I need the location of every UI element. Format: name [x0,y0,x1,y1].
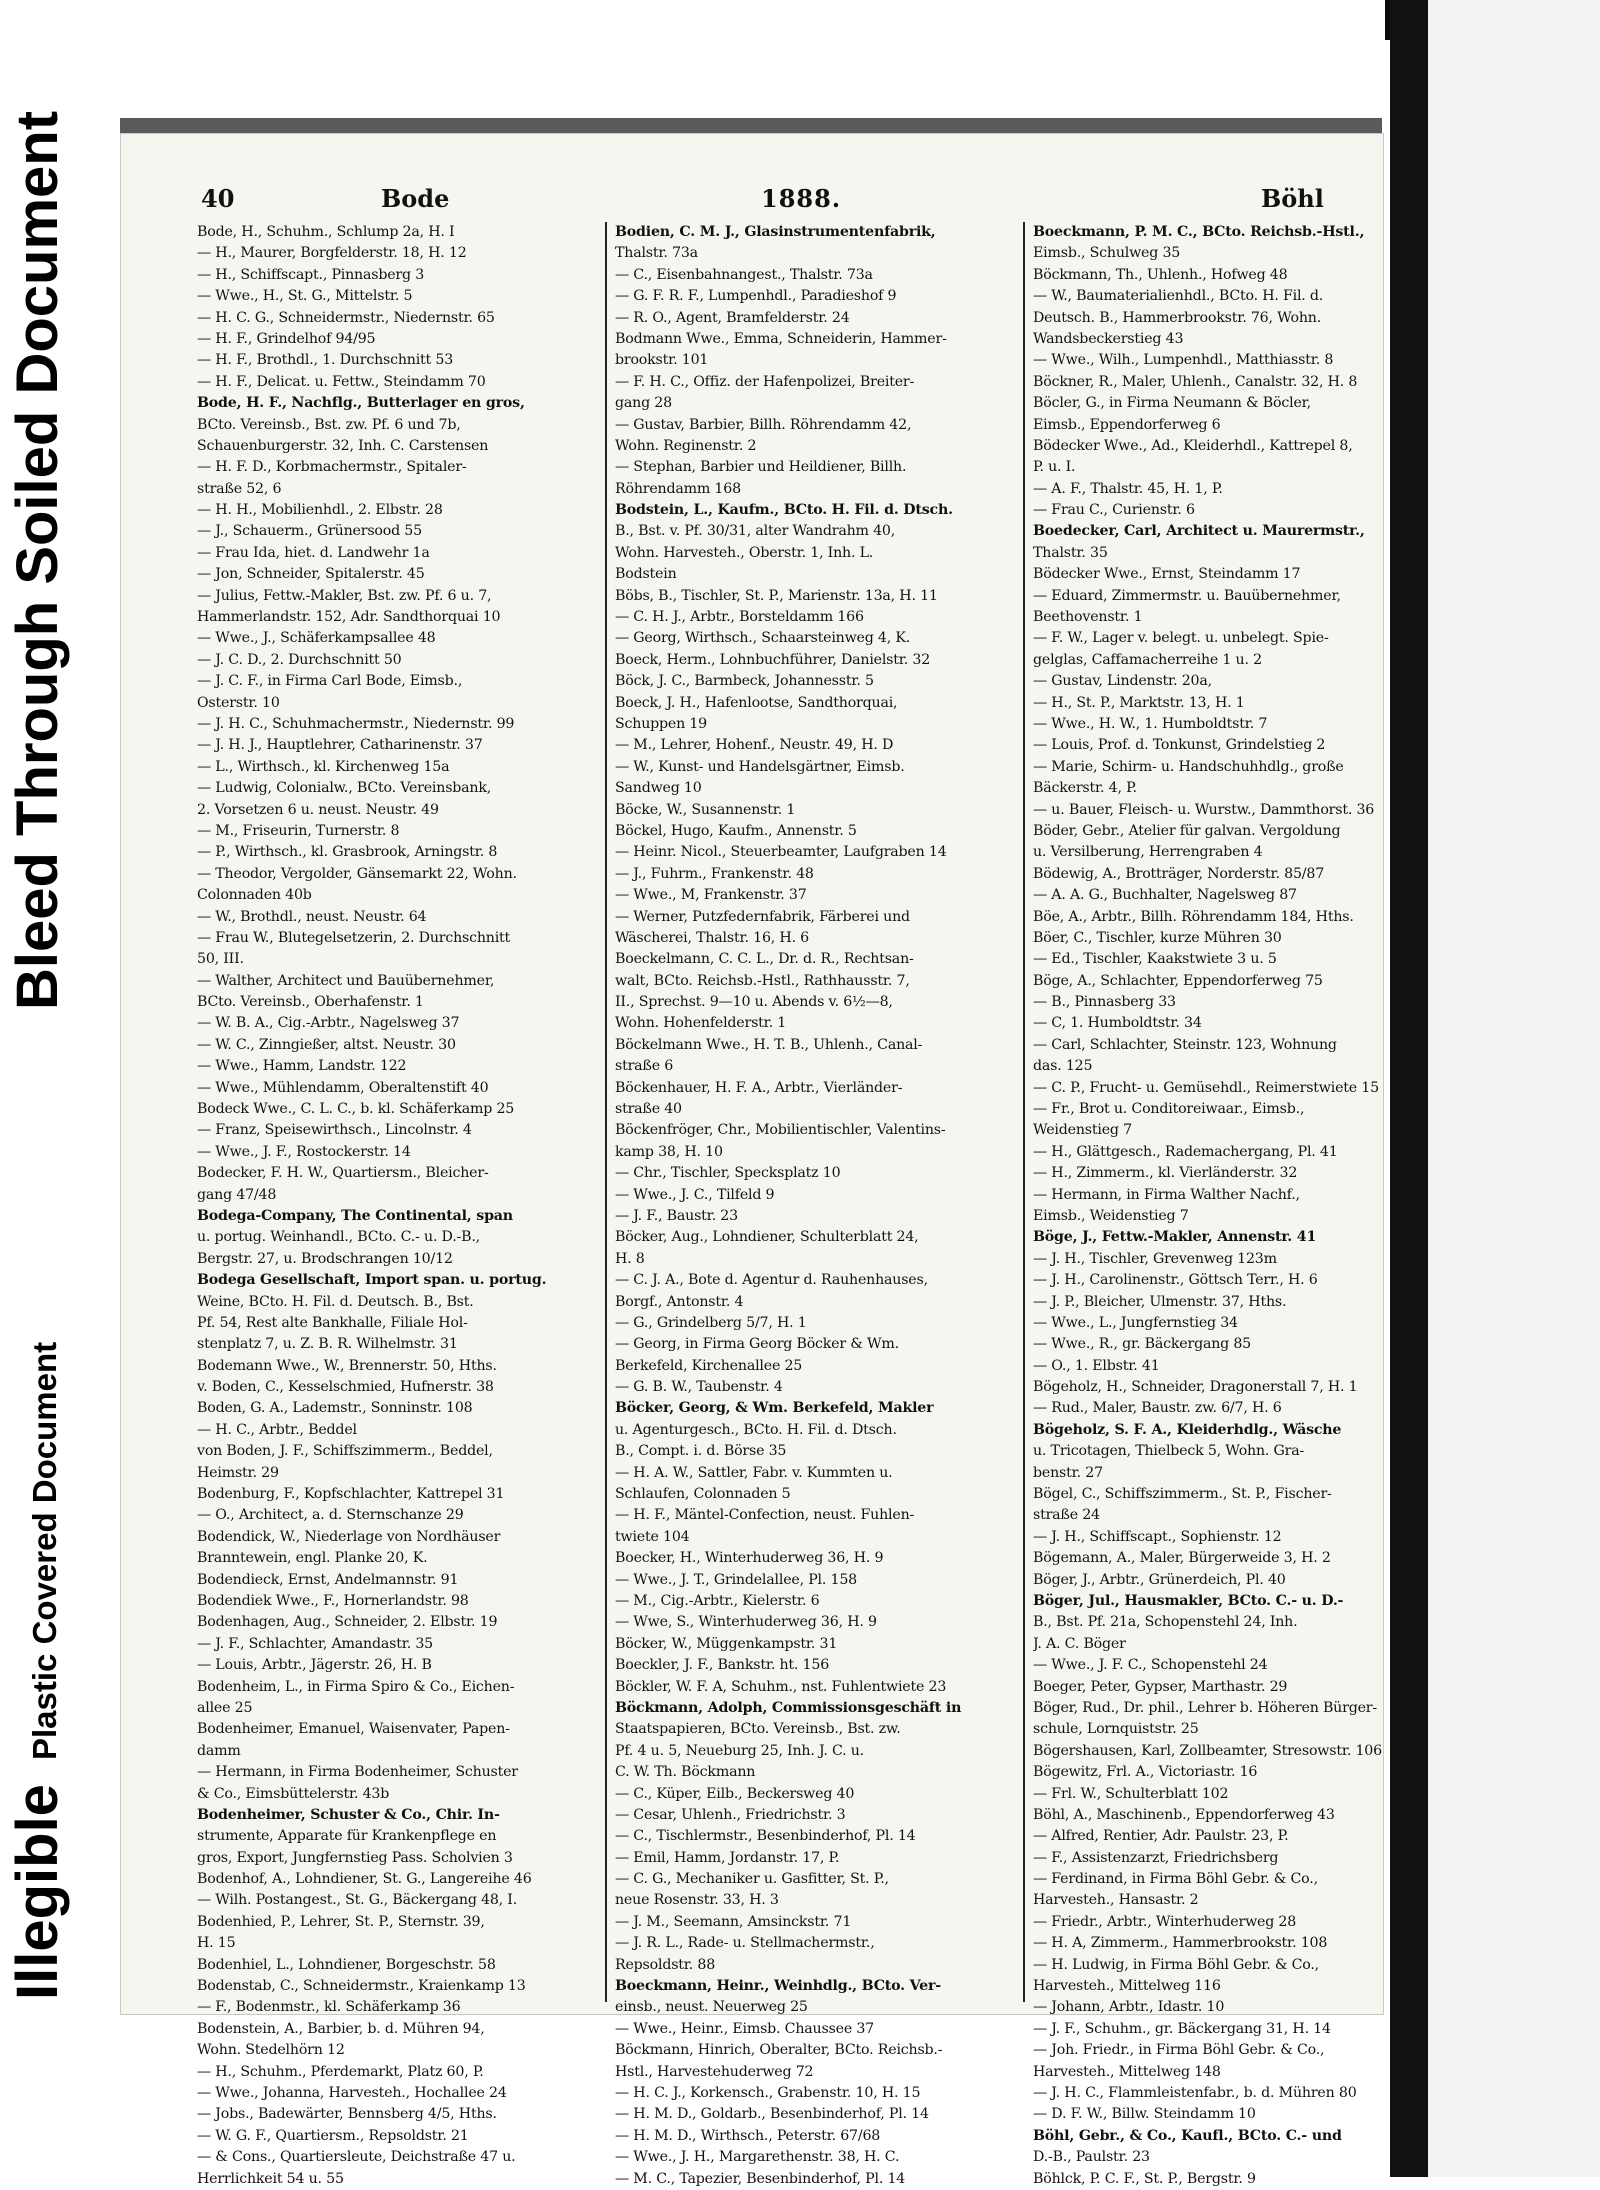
directory-entry: — J. H., Carolinenstr., Göttsch Terr., H. 6 [1033,1272,1318,1289]
directory-entry: — Ferdinand, in Firma Böhl Gebr. & Co., [1033,1871,1318,1888]
directory-entry: Böckel, Hugo, Kaufm., Annenstr. 5 [615,822,857,839]
directory-entry: — J. F., Baustr. 23 [615,1207,738,1224]
directory-entry: — C. G., Mechaniker u. Gasfitter, St. P., [615,1871,889,1888]
directory-entry: Pf. 54, Rest alte Bankhalle, Filiale Hol- [197,1314,468,1331]
directory-entry: Bode, H., Schuhm., Schlump 2a, H. I [197,224,455,240]
directory-entry: Branntewein, engl. Planke 20, K. [197,1550,428,1567]
directory-entry: Bodega Gesellschaft, Import span. u. portug. [197,1272,547,1289]
directory-entry: Thalstr. 73a [615,245,698,262]
directory-entry: gros, Export, Jungfernstieg Pass. Scholvien 3 [197,1849,513,1866]
directory-entry: — Wwe., J., Schäferkampsallee 48 [197,630,436,647]
directory-entry: Böer, C., Tischler, kurze Mühren 30 [1033,929,1282,946]
directory-entry: — Wwe., Johanna, Harvesteh., Hochallee 24 [197,2084,507,2101]
directory-entry: — J. C. F., in Firma Carl Bode, Eimsb., [197,673,463,690]
directory-entry: — W., Brothdl., neust. Neustr. 64 [197,908,427,925]
directory-entry: — H., St. P., Marktstr. 13, H. 1 [1033,694,1245,711]
page-top-shadow [120,118,1382,134]
directory-entry: — A. F., Thalstr. 45, H. 1, P. [1033,480,1223,497]
directory-entry: v. Boden, C., Kesselschmied, Hufnerstr. 38 [197,1379,494,1396]
directory-entry: neue Rosenstr. 33, H. 3 [615,1892,779,1909]
directory-entry: — M., Friseurin, Turnerstr. 8 [197,822,400,839]
directory-entry: Staatspapieren, BCto. Vereinsb., Bst. zw. [615,1721,901,1738]
directory-entry: Hstl., Harvestehuderweg 72 [615,2063,814,2080]
directory-entry: — C., Küper, Eilb., Beckersweg 40 [615,1785,855,1802]
directory-entry: Bodmann Wwe., Emma, Schneiderin, Hammer- [615,330,947,347]
directory-entry: Beethovenstr. 1 [1033,609,1143,626]
directory-entry: Bodenhied, P., Lehrer, St. P., Sternstr. 39, [197,1913,485,1930]
directory-entry: Böcke, W., Susannenstr. 1 [615,801,796,818]
directory-entry: Bodenheimer, Schuster & Co., Chir. In- [197,1806,500,1823]
directory-entry: — Hermann, in Firma Bodenheimer, Schuster [197,1764,518,1781]
directory-entry: — Georg, Wirthsch., Schaarsteinweg 4, K. [615,630,911,647]
directory-entry: Bodenheimer, Emanuel, Waisenvater, Papen- [197,1721,510,1738]
directory-entry: Böger, Jul., Hausmakler, BCto. C.- u. D.- [1033,1593,1344,1609]
directory-entry: 50, III. [197,951,244,968]
directory-entry: — Werner, Putzfedernfabrik, Färberei und [615,908,910,925]
directory-entry: — Gustav, Lindenstr. 20a, [1033,673,1212,690]
directory-entry: benstr. 27 [1033,1464,1103,1481]
directory-entry: Wohn. Hohenfelderstr. 1 [615,1015,787,1032]
directory-entry: — Franz, Speisewirthsch., Lincolnstr. 4 [197,1122,472,1139]
directory-entry: — H. M. D., Goldarb., Besenbinderhof, Pl. 14 [615,2106,929,2123]
directory-entry: — H. F., Brothdl., 1. Durchschnitt 53 [197,352,454,369]
directory-entry: — J. P., Bleicher, Ulmenstr. 37, Hths. [1033,1293,1287,1310]
directory-entry: Pf. 4 u. 5, Neueburg 25, Inh. J. C. u. [615,1742,864,1759]
directory-entry: — G. F. R. F., Lumpenhdl., Paradieshof 9 [615,288,897,305]
directory-entry: P. u. I. [1033,459,1076,476]
directory-entry: Böck, J. C., Barmbeck, Johannesstr. 5 [615,673,874,690]
directory-entry: — J. R. L., Rade- u. Stellmachermstr., [615,1935,875,1952]
label-plastic-covered: Plastic Covered Document [26,1341,63,1760]
directory-entry: Berkefeld, Kirchenallee 25 [615,1357,803,1374]
directory-entry: — A. A. G., Buchhalter, Nagelsweg 87 [1033,887,1297,904]
directory-entry: — Wwe., Mühlendamm, Oberaltenstift 40 [197,1079,489,1096]
directory-entry: u. Versilberung, Herrengraben 4 [1033,844,1263,861]
directory-entry: — H. F., Delicat. u. Fettw., Steindamm 70 [197,373,486,390]
directory-entry: — J. H., Schiffscapt., Sophienstr. 12 [1033,1528,1282,1545]
directory-entry: — C. H. J., Arbtr., Borsteldamm 166 [615,609,864,626]
directory-entry: BCto. Vereinsb., Oberhafenstr. 1 [197,994,424,1011]
directory-entry: Böder, Gebr., Atelier für galvan. Vergoldung [1033,822,1341,839]
directory-entry: — Wwe., J. C., Tilfeld 9 [615,1186,775,1203]
directory-entry: — Wwe., J. F. C., Schopenstehl 24 [1033,1657,1268,1674]
header-right-keyword: Böhl [1261,184,1324,213]
directory-entry: Borgf., Antonstr. 4 [615,1293,744,1310]
page-number: 40 [201,184,235,213]
header-left-keyword: Bode [381,184,450,213]
directory-entry: — Johann, Arbtr., Idastr. 10 [1033,1999,1225,2016]
directory-entry: allee 25 [197,1699,253,1716]
directory-entry: Bodenhof, A., Lohndiener, St. G., Langereihe 46 [197,1871,532,1888]
directory-entry: D.-B., Paulstr. 23 [1033,2149,1150,2166]
directory-entry: kamp 38, H. 10 [615,1143,723,1160]
directory-entry: Bode, H. F., Nachflg., Butterlager en gros, [197,395,525,412]
directory-entry: — J. H. C., Flammleistenfabr., b. d. Mühren 80 [1033,2084,1357,2101]
directory-entry: Eimsb., Weidenstieg 7 [1033,1207,1189,1224]
directory-entry: Böckenfröger, Chr., Mobilientischler, Valentins- [615,1122,946,1139]
directory-entry: — G., Grindelberg 5/7, H. 1 [615,1314,807,1331]
directory-entry: — Wwe., R., gr. Bäckergang 85 [1033,1336,1252,1353]
directory-entry: — Georg, in Firma Georg Böcker & Wm. [615,1336,899,1353]
directory-entry: — F., Bodenmstr., kl. Schäferkamp 36 [197,1999,461,2016]
directory-entry: — Hermann, in Firma Walther Nachf., [1033,1186,1300,1203]
directory-entry: Böcker, W., Müggenkampstr. 31 [615,1635,838,1652]
directory-entry: — F. W., Lager v. belegt. u. unbelegt. Spie- [1033,630,1329,647]
directory-entry: — M., Lehrer, Hohenf., Neustr. 49, H. D [615,737,894,754]
directory-entry: Bodeck Wwe., C. L. C., b. kl. Schäferkamp 25 [197,1101,515,1118]
directory-entry: — H. A, Zimmerm., Hammerbrookstr. 108 [1033,1935,1328,1952]
directory-entry: straße 40 [615,1101,682,1118]
directory-entry: — Emil, Hamm, Jordanstr. 17, P. [615,1849,840,1866]
directory-entry: — Wwe., Hamm, Landstr. 122 [197,1058,407,1075]
directory-entry: — u. Bauer, Fleisch- u. Wurstw., Dammthorst. 36 [1033,801,1375,818]
directory-entry: Bodecker, F. H. W., Quartiersm., Bleicher- [197,1165,489,1182]
directory-entry: Böhl, Gebr., & Co., Kaufl., BCto. C.- und [1033,2127,1342,2144]
directory-entry: Harvesteh., Mittelweg 148 [1033,2063,1221,2080]
directory-entry: — H. F. D., Korbmachermstr., Spitaler- [197,459,467,476]
directory-entry: Schuppen 19 [615,715,708,732]
directory-entry: Böger, Rud., Dr. phil., Lehrer b. Höheren Bürger- [1033,1699,1377,1716]
directory-entry: — J. H., Tischler, Grevenweg 123m [1033,1250,1277,1267]
directory-entry: — Theodor, Vergolder, Gänsemarkt 22, Wohn. [197,865,517,882]
directory-entry: gang 28 [615,395,672,412]
directory-entry: — W. G. F., Quartiersm., Repsoldstr. 21 [197,2127,469,2144]
directory-entry: Bögershausen, Karl, Zollbeamter, Stresowstr. 106 [1033,1742,1382,1759]
directory-entry: u. portug. Weinhandl., BCto. C.- u. D.-B., [197,1229,480,1246]
directory-entry: — H. C. G., Schneidermstr., Niedernstr. 65 [197,309,495,326]
directory-entry: u. Agenturgesch., BCto. H. Fil. d. Dtsch. [615,1421,897,1438]
directory-entry: — Wwe., L., Jungfernstieg 34 [1033,1314,1238,1331]
directory-entry: — Wwe., Wilh., Lumpenhdl., Matthiasstr. 8 [1033,352,1334,369]
directory-entry: — O., 1. Elbstr. 41 [1033,1357,1160,1374]
directory-entry: C. W. Th. Böckmann [615,1764,756,1781]
directory-entry: — Eduard, Zimmermstr. u. Bauübernehmer, [1033,587,1341,604]
directory-entry: u. Tricotagen, Thielbeck 5, Wohn. Gra- [1033,1443,1305,1460]
directory-column-1 [197,222,597,2190]
directory-entry: — J. H. J., Hauptlehrer, Catharinenstr. 37 [197,737,483,754]
directory-entry: — Wwe., H., St. G., Mittelstr. 5 [197,288,413,305]
directory-entry: — Wwe., Heinr., Eimsb. Chaussee 37 [615,2020,874,2037]
directory-entry: — Friedr., Arbtr., Winterhuderweg 28 [1033,1913,1297,1930]
directory-entry: — Frl. W., Schulterblatt 102 [1033,1785,1229,1802]
directory-entry: — F., Assistenzarzt, Friedrichsberg [1033,1849,1279,1866]
directory-entry: — H. F., Grindelhof 94/95 [197,330,376,347]
film-margin-right [1428,0,1600,2177]
directory-entry: Bodenburg, F., Kopfschlachter, Kattrepel 31 [197,1486,505,1503]
directory-entry: — W. C., Zinngießer, altst. Neustr. 30 [197,1036,456,1053]
directory-entry: Weine, BCto. H. Fil. d. Deutsch. B., Bst. [197,1293,474,1310]
header-year: 1888. [761,184,842,213]
directory-entry: — H., Maurer, Borgfelderstr. 18, H. 12 [197,245,467,262]
directory-entry: — Louis, Prof. d. Tonkunst, Grindelstieg 2 [1033,737,1326,754]
directory-entry: straße 6 [615,1058,674,1075]
directory-entry: einsb., neust. Neuerweg 25 [615,1999,808,2016]
label-illegible: Illegible [5,1784,70,2000]
directory-entry: — Fr., Brot u. Conditoreiwaar., Eimsb., [1033,1101,1305,1118]
directory-entry: Osterstr. 10 [197,694,280,711]
directory-entry: Böckler, W. F. A, Schuhm., nst. Fuhlentwiete 23 [615,1678,947,1695]
directory-entry: — Alfred, Rentier, Adr. Paulstr. 23, P. [1033,1828,1289,1845]
directory-entry: — J. F., Schlachter, Amandastr. 35 [197,1635,433,1652]
directory-entry: Bodemann Wwe., W., Brennerstr. 50, Hths. [197,1357,497,1374]
directory-entry: von Boden, J. F., Schiffszimmerm., Beddel, [197,1443,493,1460]
directory-entry: Boeckmann, Heinr., Weinhdlg., BCto. Ver- [615,1978,941,1995]
directory-entry: B., Bst. v. Pf. 30/31, alter Wandrahm 40, [615,523,896,540]
directory-entry: — Marie, Schirm- u. Handschuhhdlg., große [1033,758,1344,775]
directory-entry: — B., Pinnasberg 33 [1033,994,1176,1011]
directory-entry: Böhlck, P. C. F., St. P., Bergstr. 9 [1033,2170,1256,2187]
directory-entry: — C. P., Frucht- u. Gemüsehdl., Reimerstwiete 15 [1033,1079,1379,1096]
directory-entry: — Wwe., J. H., Margarethenstr. 38, H. C. [615,2149,900,2166]
directory-entry: Harvesteh., Hansastr. 2 [1033,1892,1199,1909]
directory-entry: — G. B. W., Taubenstr. 4 [615,1379,783,1396]
directory-entry: — C., Tischlermstr., Besenbinderhof, Pl. 14 [615,1828,916,1845]
directory-entry: — R. O., Agent, Bramfelderstr. 24 [615,309,850,326]
directory-entry: — Chr., Tischler, Specksplatz 10 [615,1165,841,1182]
directory-entry: — M. C., Tapezier, Besenbinderhof, Pl. 14 [615,2170,906,2187]
directory-entry: — H. C., Arbtr., Beddel [197,1421,357,1438]
directory-entry: Wohn. Harvesteh., Oberstr. 1, Inh. L. [615,544,874,561]
directory-entry: — C., Eisenbahnangest., Thalstr. 73a [615,266,873,283]
directory-entry: Bögemann, A., Maler, Bürgerweide 3, H. 2 [1033,1550,1331,1567]
scanned-page [120,133,1384,2187]
directory-entry: Röhrendamm 168 [615,480,741,497]
directory-entry: — J. F., Schuhm., gr. Bäckergang 31, H. 14 [1033,2020,1331,2037]
directory-entry: Bodenstein, A., Barbier, b. d. Mühren 94, [197,2020,485,2037]
directory-entry: — Rud., Maler, Baustr. zw. 6/7, H. 6 [1033,1400,1282,1417]
directory-entry: Böcker, Georg, & Wm. Berkefeld, Makler [615,1400,934,1417]
directory-entry: — Frau W., Blutegelsetzerin, 2. Durchschnitt [197,929,511,946]
directory-entry: — Stephan, Barbier und Heildiener, Billh. [615,459,907,476]
directory-entry: — Louis, Arbtr., Jägerstr. 26, H. B [197,1657,432,1674]
directory-entry: Wohn. Reginenstr. 2 [615,437,757,454]
directory-entry: Wäscherei, Thalstr. 16, H. 6 [615,929,810,946]
directory-entry: — & Cons., Quartiersleute, Deichstraße 47 u. [197,2149,516,2166]
directory-entry: — Gustav, Barbier, Billh. Röhrendamm 42, [615,416,912,433]
directory-entry: — C, 1. Humboldtstr. 34 [1033,1015,1202,1032]
directory-entry: Böckmann, Th., Uhlenh., Hofweg 48 [1033,266,1288,283]
directory-entry: — H. M. D., Wirthsch., Peterstr. 67/68 [615,2127,881,2144]
directory-entry: Boeckmann, P. M. C., BCto. Reichsb.-Hstl., [1033,224,1365,240]
directory-entry: Boden, G. A., Lademstr., Sonninstr. 108 [197,1400,473,1417]
directory-entry: — H. A. W., Sattler, Fabr. v. Kummten u. [615,1464,893,1481]
directory-entry: Eimsb., Schulweg 35 [1033,245,1181,262]
directory-entry: Bodendieck, Ernst, Andelmannstr. 91 [197,1571,459,1588]
directory-entry: Herrlichkeit 54 u. 55 [197,2170,344,2187]
directory-entry: Schauenburgerstr. 32, Inh. C. Carstensen [197,437,489,454]
directory-entry: Eimsb., Eppendorferweg 6 [1033,416,1221,433]
directory-entry: — J., Schauerm., Grünersood 55 [197,523,422,540]
label-bleed-through-soiled: Bleed Through Soiled Document [5,110,70,1010]
directory-entry: damm [197,1742,241,1759]
directory-entry: Heimstr. 29 [197,1464,279,1481]
directory-entry: straße 52, 6 [197,480,282,497]
directory-entry: — Ed., Tischler, Kaakstwiete 3 u. 5 [1033,951,1277,968]
directory-entry: Colonnaden 40b [197,887,312,904]
directory-entry: — Jobs., Badewärter, Bennsberg 4/5, Hths. [197,2106,497,2123]
directory-entry: Boeckelmann, C. C. L., Dr. d. R., Rechtsan- [615,951,914,968]
directory-entry: Deutsch. B., Hammerbrookstr. 76, Wohn. [1033,309,1322,326]
directory-entry: J. A. C. Böger [1033,1635,1126,1652]
directory-entry: Bögel, C., Schiffszimmerm., St. P., Fischer- [1033,1486,1332,1503]
directory-entry: gang 47/48 [197,1186,277,1203]
directory-entry: Bodien, C. M. J., Glasinstrumentenfabrik, [615,224,936,240]
directory-entry: Bodenstab, C., Schneidermstr., Kraienkamp 13 [197,1978,526,1995]
directory-column-2 [615,222,1015,2190]
running-header [201,184,1324,218]
directory-entry: — Wwe., J. T., Grindelallee, Pl. 158 [615,1571,857,1588]
directory-entry: Repsoldstr. 88 [615,1956,716,1973]
directory-entry: H. 15 [197,1935,236,1952]
directory-entry: Böckmann, Hinrich, Oberalter, BCto. Reichsb.- [615,2042,943,2059]
directory-entry: — Joh. Friedr., in Firma Böhl Gebr. & Co., [1033,2042,1325,2059]
directory-entry: Bodstein, L., Kaufm., BCto. H. Fil. d. Dtsch. [615,502,953,519]
directory-entry: Böckner, R., Maler, Uhlenh., Canalstr. 32, H. 8 [1033,373,1358,390]
directory-entry: Boeck, J. H., Hafenlootse, Sandthorquai, [615,694,898,711]
directory-entry: — Walther, Architect und Bauübernehmer, [197,972,495,989]
directory-entry: — M., Cig.-Arbtr., Kielerstr. 6 [615,1593,820,1609]
directory-entry: 2. Vorsetzen 6 u. neust. Neustr. 49 [197,801,439,818]
directory-entry: Böhl, A., Maschinenb., Eppendorferweg 43 [1033,1806,1335,1823]
directory-entry: B., Compt. i. d. Börse 35 [615,1443,787,1460]
directory-entry: Boeckler, J. F., Bankstr. ht. 156 [615,1657,830,1674]
directory-entry: Böcler, G., in Firma Neumann & Böcler, [1033,395,1311,412]
directory-entry: Böbs, B., Tischler, St. P., Marienstr. 13a, H. 11 [615,587,938,604]
directory-entry: Bodenheim, L., in Firma Spiro & Co., Eichen- [197,1678,515,1695]
directory-entry: twiete 104 [615,1528,690,1545]
directory-entry: — Ludwig, Colonialw., BCto. Vereinsbank, [197,780,492,797]
directory-entry: Bäckerstr. 4, P. [1033,780,1137,797]
directory-entry: — L., Wirthsch., kl. Kirchenweg 15a [197,758,450,775]
directory-entry: — Wwe, S., Winterhuderweg 36, H. 9 [615,1614,877,1631]
directory-entry: Weidenstieg 7 [1033,1122,1132,1139]
directory-entry: brookstr. 101 [615,352,709,369]
directory-entry: Böge, J., Fettw.-Makler, Annenstr. 41 [1033,1229,1317,1246]
directory-entry: — Cesar, Uhlenh., Friedrichstr. 3 [615,1806,846,1823]
directory-entry: — Jon, Schneider, Spitalerstr. 45 [197,566,425,583]
directory-entry: Bodendiek Wwe., F., Hornerlandstr. 98 [197,1593,469,1609]
directory-entry: — Wilh. Postangest., St. G., Bäckergang 48, I. [197,1892,518,1909]
directory-entry: — J. H. C., Schuhmachermstr., Niedernstr. 99 [197,715,515,732]
column-rule [605,222,607,2002]
directory-entry: Boeck, Herm., Lohnbuchführer, Danielstr. 32 [615,651,931,668]
directory-entry: Boeger, Peter, Gypser, Marthastr. 29 [1033,1678,1288,1695]
directory-entry: Böcker, Aug., Lohndiener, Schulterblatt 24, [615,1229,919,1246]
directory-entry: — P., Wirthsch., kl. Grasbrook, Arningstr. 8 [197,844,498,861]
directory-entry: — F. H. C., Offiz. der Hafenpolizei, Breiter- [615,373,915,390]
directory-entry: straße 24 [1033,1507,1100,1524]
directory-entry: Böge, A., Schlachter, Eppendorferweg 75 [1033,972,1323,989]
directory-entry: — H. F., Mäntel-Confection, neust. Fuhlen- [615,1507,915,1524]
directory-column-3 [1033,222,1433,2190]
directory-entry: Bodstein [615,566,677,583]
directory-entry: Bergstr. 27, u. Brodschrangen 10/12 [197,1250,453,1267]
directory-entry: — H., Glättgesch., Rademachergang, Pl. 41 [1033,1143,1338,1160]
directory-entry: Bodendick, W., Niederlage von Nordhäuser [197,1528,501,1545]
directory-entry: H. 8 [615,1250,645,1267]
directory-entry: Boecker, H., Winterhuderweg 36, H. 9 [615,1550,884,1567]
directory-entry: Böger, J., Arbtr., Grünerdeich, Pl. 40 [1033,1571,1286,1588]
directory-entry: — W. B. A., Cig.-Arbtr., Nagelsweg 37 [197,1015,460,1032]
directory-entry: strumente, Apparate für Krankenpflege en [197,1828,497,1845]
directory-entry: — H. C. J., Korkensch., Grabenstr. 10, H. 15 [615,2084,921,2101]
directory-entry: — H., Schuhm., Pferdemarkt, Platz 60, P. [197,2063,484,2080]
directory-entry: Bödecker Wwe., Ad., Kleiderhdl., Kattrepel 8, [1033,437,1353,454]
directory-entry: Bögeholz, H., Schneider, Dragonerstall 7, H. 1 [1033,1379,1358,1396]
directory-entry: B., Bst. Pf. 21a, Schopenstehl 24, Inh. [1033,1614,1298,1631]
directory-entry: Böe, A., Arbtr., Billh. Röhrendamm 184, Hths. [1033,908,1354,925]
directory-entry: — W., Kunst- und Handelsgärtner, Eimsb. [615,758,905,775]
directory-entry: schule, Lornquiststr. 25 [1033,1721,1199,1738]
directory-entry: stenplatz 7, u. Z. B. R. Wilhelmstr. 31 [197,1336,458,1353]
directory-entry: & Co., Eimsbüttelerstr. 43b [197,1785,390,1802]
directory-entry: — H. Ludwig, in Firma Böhl Gebr. & Co., [1033,1956,1319,1973]
directory-entry: — H., Zimmerm., kl. Vierländerstr. 32 [1033,1165,1298,1182]
directory-entry: Thalstr. 35 [1033,544,1108,561]
column-rule [1023,222,1025,2002]
directory-entry: — J. M., Seemann, Amsinckstr. 71 [615,1913,852,1930]
directory-entry: BCto. Vereinsb., Bst. zw. Pf. 6 und 7b, [197,416,461,433]
directory-entry: gelglas, Caffamacherreihe 1 u. 2 [1033,651,1262,668]
directory-entry: — Wwe., M, Frankenstr. 37 [615,887,807,904]
directory-entry: Böckmann, Adolph, Commissionsgeschäft in [615,1699,962,1716]
directory-entry: — Frau C., Curienstr. 6 [1033,502,1195,519]
directory-entry: — H. H., Mobilienhdl., 2. Elbstr. 28 [197,502,443,519]
directory-entry: — Heinr. Nicol., Steuerbeamter, Laufgraben 14 [615,844,947,861]
directory-entry: — Wwe., J. F., Rostockerstr. 14 [197,1143,411,1160]
directory-entry: Bodenhagen, Aug., Schneider, 2. Elbstr. 19 [197,1614,498,1631]
directory-entry: — O., Architect, a. d. Sternschanze 29 [197,1507,464,1524]
directory-entry: Schlaufen, Colonnaden 5 [615,1486,791,1503]
directory-entry: Bögeholz, S. F. A., Kleiderhdlg., Wäsche [1033,1421,1342,1438]
directory-entry: Sandweg 10 [615,780,702,797]
directory-entry: — W., Baumaterialienhdl., BCto. H. Fil. d. [1033,288,1324,305]
directory-entry: — H., Schiffscapt., Pinnasberg 3 [197,266,425,283]
microfilm-label-strip [0,0,86,2177]
directory-entry: Wandsbeckerstieg 43 [1033,330,1184,347]
directory-entry: Bögewitz, Frl. A., Victoriastr. 16 [1033,1764,1258,1781]
directory-entry: — J., Fuhrm., Frankenstr. 48 [615,865,814,882]
directory-entry: Böckelmann Wwe., H. T. B., Uhlenh., Canal- [615,1036,923,1053]
directory-entry: — J. C. D., 2. Durchschnitt 50 [197,651,402,668]
directory-entry: Boedecker, Carl, Architect u. Maurermstr., [1033,523,1365,540]
directory-entry: — Frau Ida, hiet. d. Landwehr 1a [197,544,430,561]
directory-entry: Bodenhiel, L., Lohndiener, Borgeschstr. 58 [197,1956,496,1973]
directory-entry: Bödewig, A., Brotträger, Norderstr. 85/87 [1033,865,1325,882]
directory-entry: — Carl, Schlachter, Steinstr. 123, Wohnung [1033,1036,1337,1053]
directory-entry: das. 125 [1033,1058,1093,1075]
directory-entry: — Julius, Fettw.-Makler, Bst. zw. Pf. 6 u. 7, [197,587,492,604]
directory-entry: Wohn. Stedelhörn 12 [197,2042,345,2059]
directory-entry: Bodega-Company, The Continental, span [197,1207,513,1224]
directory-entry: Harvesteh., Mittelweg 116 [1033,1978,1221,1995]
directory-entry: Böckenhauer, H. F. A., Arbtr., Vierländer- [615,1079,903,1096]
directory-entry: Bödecker Wwe., Ernst, Steindamm 17 [1033,566,1301,583]
directory-entry: walt, BCto. Reichsb.-Hstl., Rathhausstr. 7, [615,972,910,989]
directory-entry: II., Sprechst. 9—10 u. Abends v. 6½—8, [615,994,893,1011]
directory-entry: — Wwe., H. W., 1. Humboldtstr. 7 [1033,715,1268,732]
directory-entry: Hammerlandstr. 152, Adr. Sandthorquai 10 [197,609,501,626]
directory-entry: — C. J. A., Bote d. Agentur d. Rauhenhauses, [615,1272,928,1289]
directory-entry: — D. F. W., Billw. Steindamm 10 [1033,2106,1256,2123]
